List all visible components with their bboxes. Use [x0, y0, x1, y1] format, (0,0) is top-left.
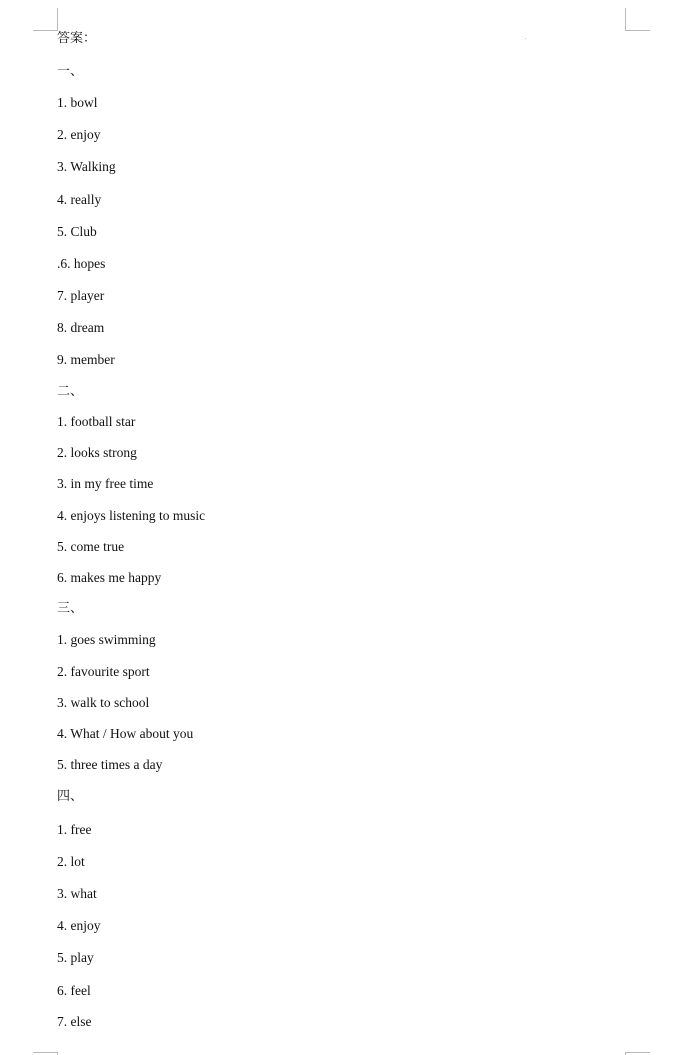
- crop-mark-bottom-right: [625, 1052, 650, 1053]
- section-heading-3: 三、: [57, 601, 84, 616]
- answer-item: 3. Walking: [57, 159, 116, 174]
- section-heading-2: 二、: [57, 384, 84, 399]
- answer-item: 9. member: [57, 352, 115, 367]
- answer-item: 3. in my free time: [57, 476, 154, 491]
- answer-item: 6. makes me happy: [57, 570, 162, 585]
- answer-item: 1. free: [57, 822, 92, 837]
- section-heading-1: 一、: [57, 64, 84, 79]
- answer-item: 1. goes swimming: [57, 632, 156, 647]
- crop-mark-top-left-vertical: [57, 8, 58, 30]
- answer-item: 5. play: [57, 950, 94, 965]
- crop-mark-top-right-vertical: [625, 8, 626, 30]
- answer-item: 5. come true: [57, 539, 125, 554]
- answer-title: 答案：: [57, 31, 97, 46]
- answer-item: 7. player: [57, 288, 105, 303]
- answer-item: .6. hopes: [57, 256, 106, 271]
- answer-item: 3. walk to school: [57, 695, 150, 710]
- answer-item: 2. lot: [57, 854, 85, 869]
- crop-mark-top-right: [625, 30, 650, 31]
- answer-item: 2. looks strong: [57, 445, 137, 460]
- crop-mark-top-left: [33, 30, 58, 31]
- answer-item: 3. what: [57, 886, 97, 901]
- answer-item: 7. else: [57, 1014, 92, 1029]
- answer-item: 5. Club: [57, 224, 97, 239]
- answer-item: 2. enjoy: [57, 127, 101, 142]
- answer-item: 2. favourite sport: [57, 664, 150, 679]
- answer-item: 4. enjoy: [57, 918, 101, 933]
- crop-mark-bottom-left: [33, 1052, 58, 1053]
- section-heading-4: 四、: [57, 789, 84, 804]
- answer-item: 4. enjoys listening to music: [57, 508, 206, 523]
- answer-item: 4. What / How about you: [57, 726, 194, 741]
- answer-item: 8. dream: [57, 320, 105, 335]
- answer-item: 4. really: [57, 192, 102, 207]
- page-speck: [525, 38, 526, 39]
- answer-item: 5. three times a day: [57, 757, 163, 772]
- answer-item: 1. bowl: [57, 95, 98, 110]
- answer-item: 1. football star: [57, 414, 136, 429]
- answer-item: 6. feel: [57, 983, 91, 998]
